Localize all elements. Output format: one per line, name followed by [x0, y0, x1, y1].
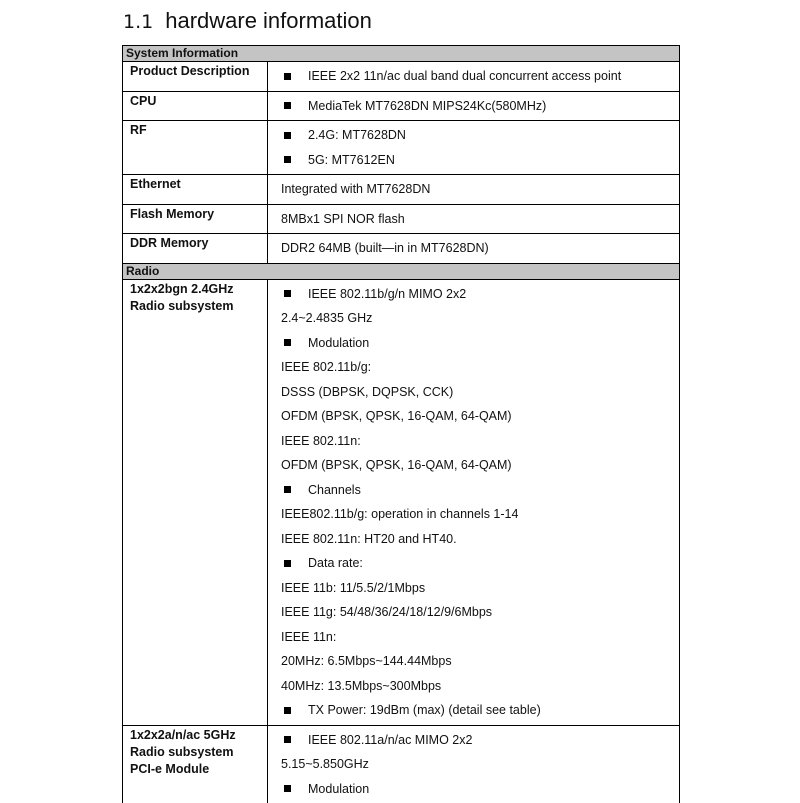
value-line: IEEE 11b: 11/5.5/2/1Mbps: [281, 578, 679, 603]
value-line: IEEE802.11b/g: operation in channels 1-14: [281, 504, 679, 529]
spec-row-ethernet: [123, 175, 680, 205]
value-text: Channels: [308, 483, 361, 497]
value-line: [281, 66, 679, 91]
row-label-rf: RF: [123, 121, 268, 175]
spec-row-ddr: [123, 234, 680, 264]
row-label-ddr: DDR Memory: [123, 234, 268, 264]
row-value-product: [268, 62, 680, 92]
value-text: IEEE 802.11a/n/ac MIMO 2x2: [308, 733, 472, 747]
value-line: [281, 150, 679, 175]
row-label-radio-24ghz: [123, 279, 268, 725]
label-line: 1x2x2a/n/ac 5GHz: [130, 727, 260, 744]
bullet-icon: [284, 102, 291, 109]
label-line: Radio subsystem: [130, 744, 260, 761]
row-label-product: Product Description: [123, 62, 268, 92]
value-line: IEEE 802.11n: HT20 and HT40.: [281, 529, 679, 554]
value-line: IEEE 11n:: [281, 627, 679, 652]
value-line: 5.15~5.850GHz: [281, 754, 679, 779]
section-title: hardware information: [165, 8, 372, 33]
row-value-radio-5ghz: [268, 725, 680, 803]
value-line: [281, 284, 679, 309]
section-title-radio: Radio: [123, 263, 680, 279]
label-line: PCI-e Module: [130, 761, 260, 778]
value-line: [281, 125, 679, 150]
value-line: [281, 779, 679, 803]
row-value-flash: [268, 204, 680, 234]
label-line: 1x2x2bgn 2.4GHz: [130, 281, 260, 298]
hardware-spec-table: [122, 45, 680, 803]
bullet-icon: [284, 132, 291, 139]
bullet-icon: [284, 707, 291, 714]
value-line: 2.4~2.4835 GHz: [281, 308, 679, 333]
value-line: [281, 480, 679, 505]
section-title-system: System Information: [123, 46, 680, 62]
spec-row-radio-5ghz: [123, 725, 680, 803]
section-heading: [123, 8, 372, 34]
spec-row-rf: [123, 121, 680, 175]
value-line: [281, 96, 679, 121]
value-line: IEEE 11g: 54/48/36/24/18/12/9/6Mbps: [281, 602, 679, 627]
bullet-icon: [284, 486, 291, 493]
row-value-ethernet: [268, 175, 680, 205]
bullet-icon: [284, 290, 291, 297]
value-text: Data rate:: [308, 556, 363, 570]
value-line: OFDM (BPSK, QPSK, 16-QAM, 64-QAM): [281, 455, 679, 480]
value-text: 5G: MT7612EN: [308, 153, 395, 167]
section-row-system: [123, 46, 680, 62]
value-text: Modulation: [308, 782, 369, 796]
value-text: 2.4G: MT7628DN: [308, 128, 406, 142]
value-text: TX Power: 19dBm (max) (detail see table): [308, 703, 541, 717]
bullet-icon: [284, 156, 291, 163]
value-line: [281, 700, 679, 725]
value-line: [281, 553, 679, 578]
spec-row-flash: [123, 204, 680, 234]
value-line: OFDM (BPSK, QPSK, 16-QAM, 64-QAM): [281, 406, 679, 431]
bullet-icon: [284, 736, 291, 743]
value-line: IEEE 802.11n:: [281, 431, 679, 456]
row-label-cpu: CPU: [123, 91, 268, 121]
row-value-ddr: [268, 234, 680, 264]
row-value-rf: [268, 121, 680, 175]
value-line: IEEE 802.11b/g:: [281, 357, 679, 382]
bullet-icon: [284, 785, 291, 792]
row-value-radio-24ghz: [268, 279, 680, 725]
row-label-radio-5ghz: [123, 725, 268, 803]
value-line: 8MBx1 SPI NOR flash: [281, 209, 679, 234]
spec-row-radio-24ghz: [123, 279, 680, 725]
spec-row-product: [123, 62, 680, 92]
value-line: [281, 333, 679, 358]
section-row-radio: [123, 263, 680, 279]
row-label-ethernet: Ethernet: [123, 175, 268, 205]
value-text: IEEE 2x2 11n/ac dual band dual concurrent access point: [308, 69, 621, 83]
value-line: DDR2 64MB (built—in in MT7628DN): [281, 238, 679, 263]
value-text: IEEE 802.11b/g/n MIMO 2x2: [308, 287, 466, 301]
spec-row-cpu: [123, 91, 680, 121]
row-value-cpu: [268, 91, 680, 121]
section-number: 1.1: [123, 11, 153, 33]
value-text: Modulation: [308, 336, 369, 350]
bullet-icon: [284, 560, 291, 567]
value-line: DSSS (DBPSK, DQPSK, CCK): [281, 382, 679, 407]
value-line: 40MHz: 13.5Mbps~300Mbps: [281, 676, 679, 701]
value-line: [281, 730, 679, 755]
row-label-flash: Flash Memory: [123, 204, 268, 234]
value-line: 20MHz: 6.5Mbps~144.44Mbps: [281, 651, 679, 676]
label-line: Radio subsystem: [130, 298, 260, 315]
value-line: Integrated with MT7628DN: [281, 179, 679, 204]
bullet-icon: [284, 339, 291, 346]
value-text: MediaTek MT7628DN MIPS24Kc(580MHz): [308, 99, 546, 113]
bullet-icon: [284, 73, 291, 80]
